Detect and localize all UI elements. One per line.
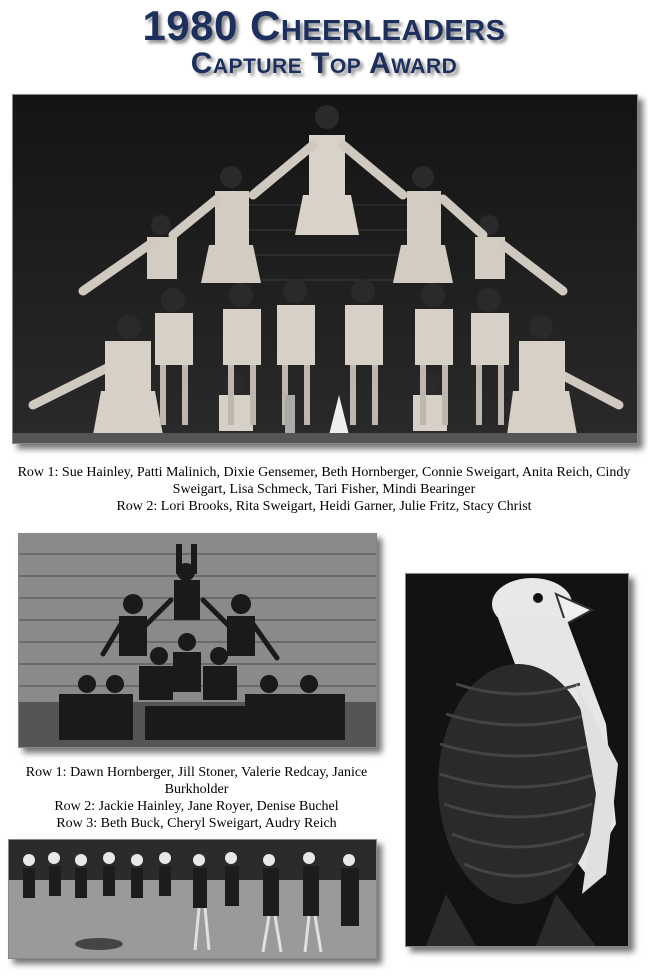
field-performance-photo [8, 839, 377, 959]
photo2-caption-row3: Row 3: Beth Buck, Cheryl Sweigart, Audry Reich [56, 816, 337, 831]
cheerleader-pyramid-photo [12, 94, 638, 444]
photo1-caption [8, 464, 640, 515]
photo1-caption-row1: Row 1: Sue Hainley, Patti Malinich, Dixie Gensemer, Beth Hornberger, Connie Sweigart, Anita Reich, Cindy Sweigart, Lisa Schmeck, Tari Fisher, Mindi Bearinger [17, 465, 631, 497]
photo2-caption [18, 764, 375, 832]
squad-pyramid-photo [18, 533, 377, 748]
photo2-caption-row2: Row 2: Jackie Hainley, Jane Royer, Denise Buchel [54, 799, 339, 814]
page-title: 1980 Cheerleaders [142, 2, 506, 49]
photo1-caption-row2: Row 2: Lori Brooks, Rita Sweigart, Heidi Garner, Julie Fritz, Stacy Christ [116, 499, 532, 514]
eagle-mascot-photo [405, 573, 629, 947]
photo2-caption-row1: Row 1: Dawn Hornberger, Jill Stoner, Valerie Redcay, Janice Burkholder [25, 765, 368, 797]
page-subtitle: Capture Top Award [190, 47, 458, 80]
